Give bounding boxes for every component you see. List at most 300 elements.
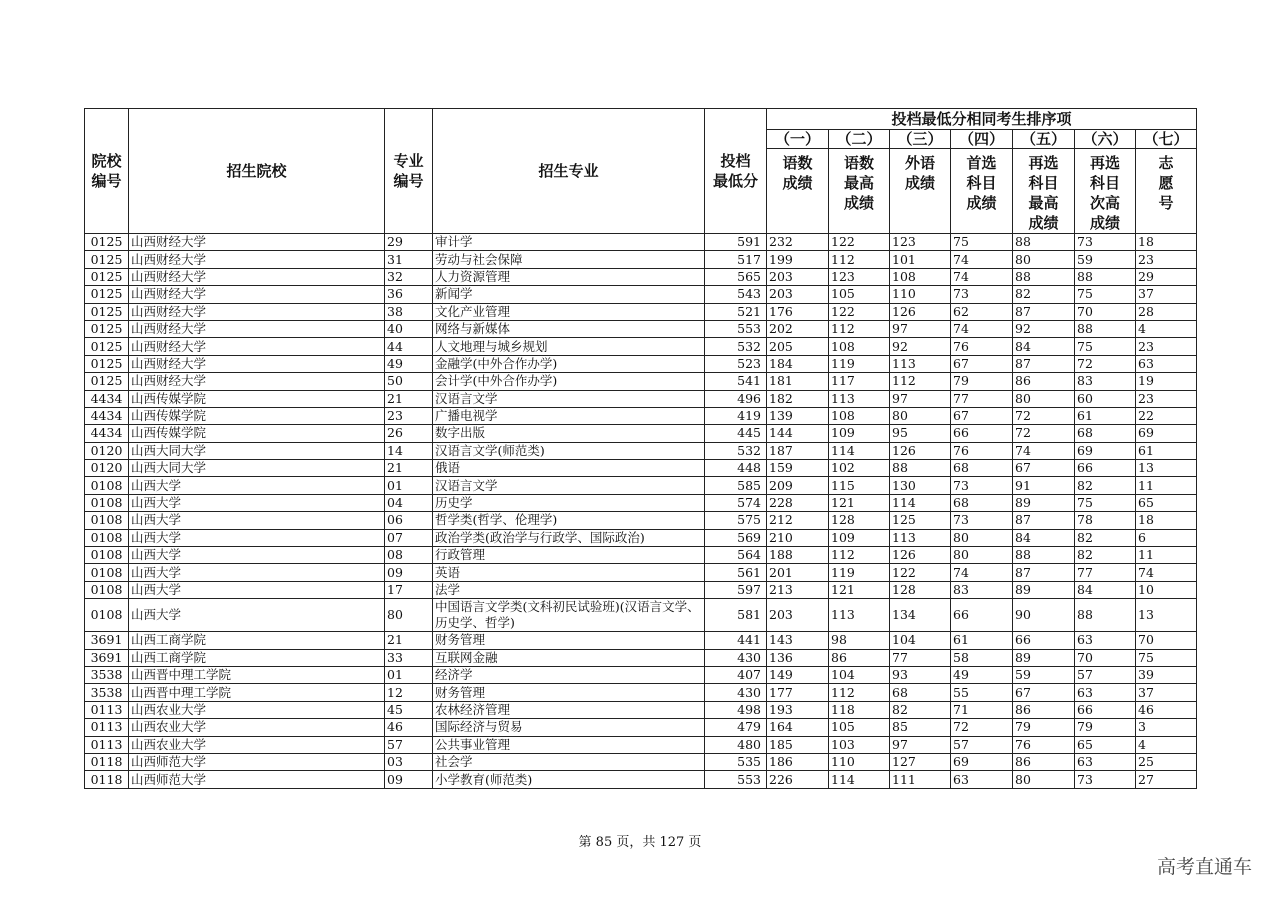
cell-score-5: 84	[1013, 529, 1075, 546]
cell-score-4: 57	[951, 736, 1013, 753]
cell-score-4: 55	[951, 684, 1013, 701]
cell-school-code: 0125	[85, 251, 129, 268]
table-row	[85, 355, 1197, 372]
page-footer: 第 85 页，共 127 页	[578, 835, 702, 850]
cell-min-score: 561	[705, 564, 767, 581]
cell-school-name: 山西大学	[129, 564, 385, 581]
cell-score-5: 86	[1013, 701, 1075, 718]
cell-school-code: 0120	[85, 460, 129, 477]
cell-school-code: 0125	[85, 355, 129, 372]
cell-score-1: 187	[767, 442, 829, 459]
cell-min-score: 521	[705, 303, 767, 320]
cell-school-code: 0120	[85, 442, 129, 459]
cell-score-1: 202	[767, 320, 829, 337]
cell-score-5: 84	[1013, 338, 1075, 355]
cell-score-4: 71	[951, 701, 1013, 718]
cell-score-2: 113	[829, 390, 890, 407]
cell-school-name: 山西大同大学	[129, 460, 385, 477]
cell-min-score: 591	[705, 234, 767, 251]
header-item-4: 首选 科目 成绩	[951, 149, 1013, 234]
cell-score-1: 203	[767, 268, 829, 285]
cell-score-1: 136	[767, 649, 829, 666]
cell-major-code: 80	[385, 599, 433, 632]
cell-score-6: 82	[1075, 529, 1136, 546]
cell-min-score: 430	[705, 684, 767, 701]
cell-major-name: 会计学(中外合作办学)	[433, 373, 705, 390]
cell-score-3: 134	[890, 599, 951, 632]
cell-score-3: 97	[890, 736, 951, 753]
table-row	[85, 251, 1197, 268]
cell-major-name: 英语	[433, 564, 705, 581]
table-row	[85, 599, 1197, 632]
watermark-text: 高考直通车	[1156, 856, 1252, 878]
cell-score-6: 69	[1075, 442, 1136, 459]
cell-school-name: 山西财经大学	[129, 373, 385, 390]
cell-score-4: 63	[951, 771, 1013, 788]
header-order-1: （一）	[767, 130, 829, 149]
cell-score-5: 87	[1013, 512, 1075, 529]
header-school-code: 院校 编号	[85, 109, 129, 234]
cell-score-6: 79	[1075, 719, 1136, 736]
cell-score-5: 59	[1013, 666, 1075, 683]
cell-school-code: 0108	[85, 581, 129, 598]
cell-score-4: 80	[951, 547, 1013, 564]
cell-major-name: 汉语言文学	[433, 390, 705, 407]
cell-score-7: 18	[1136, 234, 1197, 251]
cell-score-5: 82	[1013, 286, 1075, 303]
cell-min-score: 517	[705, 251, 767, 268]
cell-score-5: 87	[1013, 355, 1075, 372]
cell-school-code: 0125	[85, 338, 129, 355]
header-order-2: （二）	[829, 130, 890, 149]
header-order-7: （七）	[1136, 130, 1197, 149]
cell-min-score: 498	[705, 701, 767, 718]
cell-school-name: 山西财经大学	[129, 303, 385, 320]
cell-score-5: 92	[1013, 320, 1075, 337]
cell-score-1: 212	[767, 512, 829, 529]
cell-school-code: 0108	[85, 529, 129, 546]
cell-min-score: 569	[705, 529, 767, 546]
cell-score-2: 114	[829, 771, 890, 788]
cell-score-1: 164	[767, 719, 829, 736]
cell-min-score: 496	[705, 390, 767, 407]
cell-major-code: 45	[385, 701, 433, 718]
header-item-1: 语数 成绩	[767, 149, 829, 234]
cell-score-1: 228	[767, 494, 829, 511]
cell-score-1: 199	[767, 251, 829, 268]
cell-major-name: 汉语言文学(师范类)	[433, 442, 705, 459]
cell-school-name: 山西大学	[129, 581, 385, 598]
cell-major-name: 社会学	[433, 753, 705, 770]
cell-score-7: 11	[1136, 547, 1197, 564]
cell-score-7: 13	[1136, 460, 1197, 477]
table-row	[85, 771, 1197, 788]
cell-score-4: 67	[951, 355, 1013, 372]
header-order-5: （五）	[1013, 130, 1075, 149]
cell-score-6: 57	[1075, 666, 1136, 683]
cell-score-5: 80	[1013, 251, 1075, 268]
cell-score-1: 185	[767, 736, 829, 753]
cell-major-name: 网络与新媒体	[433, 320, 705, 337]
cell-score-6: 66	[1075, 460, 1136, 477]
cell-score-3: 130	[890, 477, 951, 494]
cell-major-code: 03	[385, 753, 433, 770]
cell-score-5: 72	[1013, 425, 1075, 442]
cell-school-name: 山西大学	[129, 547, 385, 564]
cell-score-2: 112	[829, 320, 890, 337]
cell-min-score: 597	[705, 581, 767, 598]
cell-score-4: 49	[951, 666, 1013, 683]
cell-score-6: 82	[1075, 477, 1136, 494]
cell-score-7: 18	[1136, 512, 1197, 529]
cell-score-1: 203	[767, 286, 829, 303]
cell-score-5: 87	[1013, 564, 1075, 581]
cell-major-name: 公共事业管理	[433, 736, 705, 753]
cell-score-6: 65	[1075, 736, 1136, 753]
cell-score-5: 76	[1013, 736, 1075, 753]
cell-school-code: 0108	[85, 547, 129, 564]
cell-school-name: 山西大学	[129, 512, 385, 529]
cell-score-5: 79	[1013, 719, 1075, 736]
table-row	[85, 512, 1197, 529]
cell-min-score: 581	[705, 599, 767, 632]
table-row	[85, 719, 1197, 736]
cell-score-4: 76	[951, 442, 1013, 459]
cell-major-code: 12	[385, 684, 433, 701]
cell-min-score: 407	[705, 666, 767, 683]
table-row	[85, 753, 1197, 770]
cell-score-7: 61	[1136, 442, 1197, 459]
cell-score-1: 213	[767, 581, 829, 598]
cell-school-name: 山西传媒学院	[129, 425, 385, 442]
cell-score-6: 88	[1075, 599, 1136, 632]
cell-min-score: 564	[705, 547, 767, 564]
cell-score-7: 28	[1136, 303, 1197, 320]
cell-score-3: 97	[890, 320, 951, 337]
cell-score-5: 86	[1013, 753, 1075, 770]
cell-major-name: 农林经济管理	[433, 701, 705, 718]
cell-score-2: 108	[829, 338, 890, 355]
cell-score-1: 210	[767, 529, 829, 546]
cell-min-score: 441	[705, 632, 767, 649]
cell-school-name: 山西师范大学	[129, 771, 385, 788]
cell-score-6: 75	[1075, 286, 1136, 303]
cell-major-code: 08	[385, 547, 433, 564]
cell-score-4: 68	[951, 460, 1013, 477]
cell-score-5: 88	[1013, 268, 1075, 285]
cell-school-code: 4434	[85, 390, 129, 407]
cell-min-score: 553	[705, 320, 767, 337]
cell-score-2: 86	[829, 649, 890, 666]
cell-school-name: 山西财经大学	[129, 234, 385, 251]
cell-score-7: 70	[1136, 632, 1197, 649]
cell-min-score: 543	[705, 286, 767, 303]
cell-major-name: 财务管理	[433, 632, 705, 649]
cell-score-7: 74	[1136, 564, 1197, 581]
cell-score-2: 112	[829, 251, 890, 268]
cell-score-6: 73	[1075, 234, 1136, 251]
cell-score-7: 23	[1136, 338, 1197, 355]
cell-score-3: 80	[890, 407, 951, 424]
cell-school-name: 山西传媒学院	[129, 390, 385, 407]
cell-score-3: 88	[890, 460, 951, 477]
cell-school-code: 3691	[85, 632, 129, 649]
cell-school-name: 山西晋中理工学院	[129, 666, 385, 683]
cell-school-name: 山西大学	[129, 477, 385, 494]
cell-score-5: 67	[1013, 460, 1075, 477]
cell-major-name: 广播电视学	[433, 407, 705, 424]
cell-min-score: 574	[705, 494, 767, 511]
cell-major-code: 32	[385, 268, 433, 285]
cell-major-name: 审计学	[433, 234, 705, 251]
cell-score-2: 122	[829, 303, 890, 320]
cell-score-2: 122	[829, 234, 890, 251]
table-header	[85, 109, 1197, 234]
cell-score-1: 203	[767, 599, 829, 632]
cell-score-5: 66	[1013, 632, 1075, 649]
cell-score-3: 101	[890, 251, 951, 268]
table-row	[85, 390, 1197, 407]
cell-score-4: 73	[951, 512, 1013, 529]
table-row	[85, 701, 1197, 718]
table-row	[85, 736, 1197, 753]
table-row	[85, 666, 1197, 683]
cell-major-code: 21	[385, 390, 433, 407]
cell-score-5: 86	[1013, 373, 1075, 390]
cell-score-3: 97	[890, 390, 951, 407]
cell-score-4: 73	[951, 477, 1013, 494]
cell-score-1: 184	[767, 355, 829, 372]
cell-school-code: 0125	[85, 373, 129, 390]
cell-score-2: 128	[829, 512, 890, 529]
table-row	[85, 338, 1197, 355]
cell-score-3: 93	[890, 666, 951, 683]
cell-min-score: 430	[705, 649, 767, 666]
cell-score-7: 29	[1136, 268, 1197, 285]
cell-score-3: 126	[890, 547, 951, 564]
cell-score-2: 121	[829, 494, 890, 511]
cell-major-code: 21	[385, 632, 433, 649]
cell-score-4: 69	[951, 753, 1013, 770]
cell-score-7: 22	[1136, 407, 1197, 424]
cell-school-code: 0125	[85, 234, 129, 251]
cell-score-3: 126	[890, 303, 951, 320]
cell-score-3: 125	[890, 512, 951, 529]
cell-score-7: 39	[1136, 666, 1197, 683]
cell-score-3: 111	[890, 771, 951, 788]
cell-major-name: 政治学类(政治学与行政学、国际政治)	[433, 529, 705, 546]
cell-score-1: 232	[767, 234, 829, 251]
cell-major-code: 26	[385, 425, 433, 442]
cell-major-code: 14	[385, 442, 433, 459]
cell-score-7: 75	[1136, 649, 1197, 666]
cell-score-6: 70	[1075, 303, 1136, 320]
cell-score-2: 98	[829, 632, 890, 649]
cell-score-6: 73	[1075, 771, 1136, 788]
cell-school-name: 山西财经大学	[129, 251, 385, 268]
table-row	[85, 407, 1197, 424]
cell-score-3: 112	[890, 373, 951, 390]
cell-score-6: 84	[1075, 581, 1136, 598]
cell-school-name: 山西财经大学	[129, 320, 385, 337]
cell-score-7: 11	[1136, 477, 1197, 494]
cell-score-7: 37	[1136, 286, 1197, 303]
cell-score-4: 72	[951, 719, 1013, 736]
cell-score-4: 79	[951, 373, 1013, 390]
cell-school-name: 山西工商学院	[129, 632, 385, 649]
cell-score-3: 110	[890, 286, 951, 303]
cell-score-4: 74	[951, 564, 1013, 581]
cell-score-6: 61	[1075, 407, 1136, 424]
cell-score-3: 77	[890, 649, 951, 666]
cell-school-name: 山西大学	[129, 494, 385, 511]
cell-school-code: 3538	[85, 666, 129, 683]
cell-score-7: 13	[1136, 599, 1197, 632]
cell-score-4: 75	[951, 234, 1013, 251]
cell-score-2: 105	[829, 286, 890, 303]
cell-min-score: 480	[705, 736, 767, 753]
cell-score-1: 149	[767, 666, 829, 683]
cell-school-code: 3538	[85, 684, 129, 701]
cell-score-6: 88	[1075, 320, 1136, 337]
cell-score-2: 123	[829, 268, 890, 285]
cell-score-6: 88	[1075, 268, 1136, 285]
cell-score-3: 92	[890, 338, 951, 355]
cell-score-3: 104	[890, 632, 951, 649]
cell-score-2: 118	[829, 701, 890, 718]
cell-score-5: 88	[1013, 547, 1075, 564]
cell-score-7: 27	[1136, 771, 1197, 788]
header-order-4: （四）	[951, 130, 1013, 149]
header-item-6: 再选 科目 次高 成绩	[1075, 149, 1136, 234]
cell-score-6: 70	[1075, 649, 1136, 666]
cell-score-3: 123	[890, 234, 951, 251]
cell-score-3: 68	[890, 684, 951, 701]
table-row	[85, 373, 1197, 390]
cell-score-2: 112	[829, 547, 890, 564]
cell-school-code: 0108	[85, 599, 129, 632]
cell-major-name: 经济学	[433, 666, 705, 683]
cell-school-code: 3691	[85, 649, 129, 666]
cell-score-3: 108	[890, 268, 951, 285]
cell-school-code: 0113	[85, 719, 129, 736]
cell-score-7: 69	[1136, 425, 1197, 442]
cell-major-name: 国际经济与贸易	[433, 719, 705, 736]
cell-score-2: 104	[829, 666, 890, 683]
cell-score-5: 89	[1013, 581, 1075, 598]
cell-major-code: 31	[385, 251, 433, 268]
cell-score-7: 46	[1136, 701, 1197, 718]
cell-score-5: 74	[1013, 442, 1075, 459]
cell-major-code: 21	[385, 460, 433, 477]
cell-school-name: 山西财经大学	[129, 338, 385, 355]
cell-score-2: 115	[829, 477, 890, 494]
cell-score-4: 67	[951, 407, 1013, 424]
cell-score-5: 88	[1013, 234, 1075, 251]
cell-school-name: 山西晋中理工学院	[129, 684, 385, 701]
cell-score-6: 75	[1075, 338, 1136, 355]
cell-score-6: 78	[1075, 512, 1136, 529]
table-row	[85, 564, 1197, 581]
header-min-score: 投档 最低分	[705, 109, 767, 234]
cell-score-4: 73	[951, 286, 1013, 303]
cell-score-5: 91	[1013, 477, 1075, 494]
cell-major-code: 23	[385, 407, 433, 424]
cell-score-3: 82	[890, 701, 951, 718]
cell-score-2: 102	[829, 460, 890, 477]
cell-score-7: 4	[1136, 736, 1197, 753]
cell-min-score: 535	[705, 753, 767, 770]
cell-school-name: 山西农业大学	[129, 701, 385, 718]
cell-score-5: 89	[1013, 494, 1075, 511]
table-row	[85, 477, 1197, 494]
cell-score-3: 127	[890, 753, 951, 770]
cell-school-name: 山西农业大学	[129, 736, 385, 753]
cell-score-6: 63	[1075, 753, 1136, 770]
cell-score-5: 80	[1013, 771, 1075, 788]
cell-score-6: 68	[1075, 425, 1136, 442]
cell-school-code: 0113	[85, 701, 129, 718]
cell-score-1: 176	[767, 303, 829, 320]
cell-score-2: 113	[829, 599, 890, 632]
cell-major-name: 法学	[433, 581, 705, 598]
cell-school-code: 0125	[85, 286, 129, 303]
cell-score-5: 72	[1013, 407, 1075, 424]
cell-score-6: 63	[1075, 632, 1136, 649]
cell-major-name: 互联网金融	[433, 649, 705, 666]
cell-score-7: 3	[1136, 719, 1197, 736]
cell-score-7: 10	[1136, 581, 1197, 598]
cell-score-2: 112	[829, 684, 890, 701]
cell-score-3: 126	[890, 442, 951, 459]
cell-min-score: 419	[705, 407, 767, 424]
cell-major-code: 09	[385, 771, 433, 788]
cell-school-name: 山西大学	[129, 529, 385, 546]
cell-score-1: 193	[767, 701, 829, 718]
cell-score-6: 60	[1075, 390, 1136, 407]
cell-major-code: 01	[385, 477, 433, 494]
cell-school-code: 4434	[85, 425, 129, 442]
cell-school-name: 山西财经大学	[129, 286, 385, 303]
cell-major-name: 哲学类(哲学、伦理学)	[433, 512, 705, 529]
header-item-7: 志 愿 号	[1136, 149, 1197, 234]
cell-min-score: 541	[705, 373, 767, 390]
cell-min-score: 565	[705, 268, 767, 285]
cell-major-name: 人力资源管理	[433, 268, 705, 285]
cell-school-name: 山西财经大学	[129, 355, 385, 372]
cell-score-4: 61	[951, 632, 1013, 649]
cell-score-4: 76	[951, 338, 1013, 355]
cell-score-6: 82	[1075, 547, 1136, 564]
cell-major-code: 07	[385, 529, 433, 546]
cell-score-2: 119	[829, 355, 890, 372]
cell-major-code: 29	[385, 234, 433, 251]
cell-school-code: 0125	[85, 268, 129, 285]
cell-score-2: 121	[829, 581, 890, 598]
cell-score-3: 95	[890, 425, 951, 442]
cell-major-code: 50	[385, 373, 433, 390]
cell-school-name: 山西大同大学	[129, 442, 385, 459]
table-row	[85, 234, 1197, 251]
cell-min-score: 448	[705, 460, 767, 477]
cell-score-5: 90	[1013, 599, 1075, 632]
cell-score-6: 59	[1075, 251, 1136, 268]
cell-school-name: 山西传媒学院	[129, 407, 385, 424]
cell-school-code: 0108	[85, 512, 129, 529]
cell-score-1: 186	[767, 753, 829, 770]
cell-score-3: 128	[890, 581, 951, 598]
cell-school-code: 0108	[85, 477, 129, 494]
